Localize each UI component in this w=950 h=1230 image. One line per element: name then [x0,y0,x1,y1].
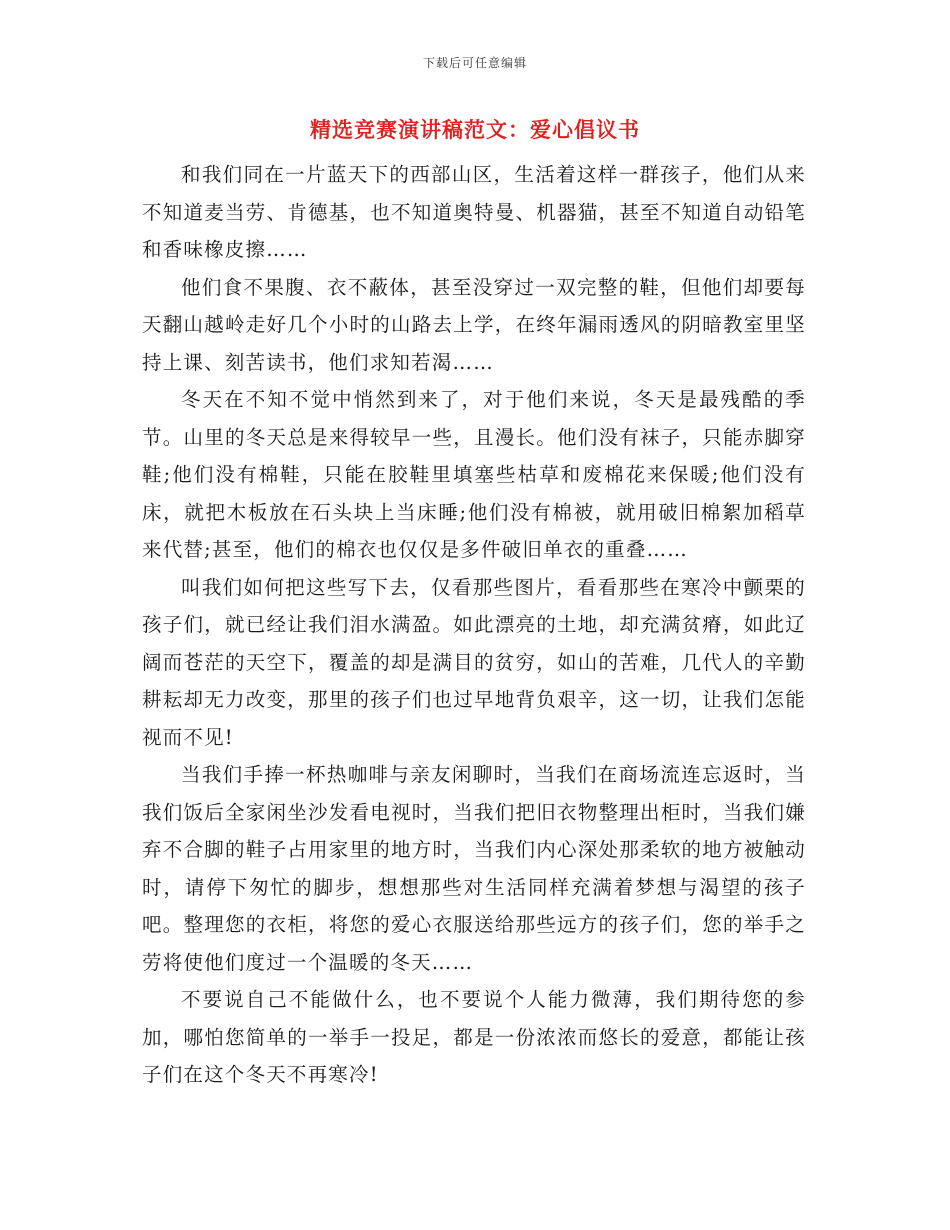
paragraph-6: 不要说自己不能做什么，也不要说个人能力微薄，我们期待您的参加，哪怕您简单的一举手一投足，都是一份浓浓而悠长的爱意，都能让孩子们在这个冬天不再寒冷! [142,988,806,1086]
document-body [142,156,806,1094]
paragraph-4: 叫我们如何把这些写下去，仅看那些图片，看看那些在寒冷中颤栗的孩子们，就已经让我们泪水满盈。如此漂亮的土地，却充满贫瘠，如此辽阔而苍茫的天空下，覆盖的却是满目的贫穷，如山的苦难，几代人的辛勤耕耘却无力改变，那里的孩子们也过早地背负艰辛，这一切，让我们怎能视而不见! [142,575,806,749]
document-title: 精选竞赛演讲稿范文：爱心倡议书 [310,117,640,142]
paragraph-1: 和我们同在一片蓝天下的西部山区，生活着这样一群孩子，他们从来不知道麦当劳、肯德基，也不知道奥特曼、机器猫，甚至不知道自动铅笔和香味橡皮擦…… [142,163,806,261]
paragraph-3: 冬天在不知不觉中悄然到来了，对于他们来说，冬天是最残酷的季节。山里的冬天总是来得较早一些，且漫长。他们没有袜子，只能赤脚穿鞋;他们没有棉鞋，只能在胶鞋里填塞些枯草和废棉花来保暖;他们没有床，就把木板放在石头块上当床睡;他们没有棉被，就用破旧棉絮加稻草来代替;甚至，他们的棉衣也仅仅是多件破旧单衣的重叠…… [142,388,806,561]
header-note: 下载后可任意编辑 [422,56,527,70]
paragraph-5: 当我们手捧一杯热咖啡与亲友闲聊时，当我们在商场流连忘返时，当我们饭后全家闲坐沙发看电视时，当我们把旧衣物整理出柜时，当我们嫌弃不合脚的鞋子占用家里的地方时，当我们内心深处那柔软的地方被触动时，请停下匆忙的脚步，想想那些对生活同样充满着梦想与渴望的孩子吧。整理您的衣柜，将您的爱心衣服送给那些远方的孩子们，您的举手之劳将使他们度过一个温暖的冬天…… [142,763,806,974]
paragraph-2: 他们食不果腹、衣不蔽体，甚至没穿过一双完整的鞋，但他们却要每天翻山越岭走好几个小时的山路去上学，在终年漏雨透风的阴暗教室里坚持上课、刻苦读书，他们求知若渴…… [142,275,806,374]
